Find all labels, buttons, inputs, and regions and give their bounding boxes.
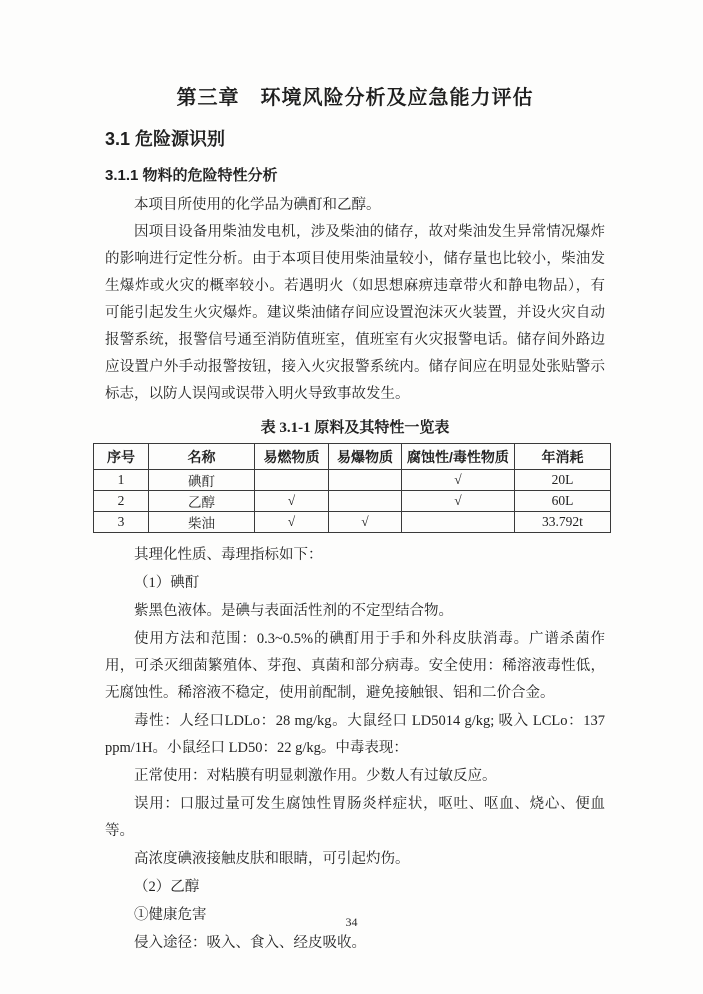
page-number: 34 [345, 915, 358, 929]
cell-index: 3 [94, 512, 149, 533]
column-header-index: 序号 [94, 444, 149, 470]
cell-name: 乙醇 [149, 491, 255, 512]
section-heading: 3.1 危险源识别 [105, 129, 226, 149]
property-paragraphs [105, 542, 605, 957]
cell-corrosive-toxic [402, 512, 515, 533]
paragraph-iodine-usage: 使用方法和范围：0.3~0.5%的碘酊用于手和外科皮肤消毒。广谱杀菌作用，可杀灭细菌繁殖体、芽孢、真菌和部分病毒。安全使用：稀溶液毒性低，无腐蚀性。稀溶液不稳定，使用前配制，避免接触银、铝和二价合金。 [105, 631, 605, 701]
cell-flammable: √ [255, 491, 329, 512]
table-row-diesel [94, 512, 611, 533]
paragraph-iodine-description: 紫黑色液体。是碘与表面活性剂的不定型结合物。 [134, 603, 453, 619]
cell-explosive [329, 491, 402, 512]
cell-index: 2 [94, 491, 149, 512]
intro-paragraphs [105, 192, 605, 408]
cell-flammable [255, 470, 329, 491]
table-header-row [94, 444, 611, 470]
paragraph-item-1-iodine: （1）碘酊 [134, 575, 200, 591]
column-header-name: 名称 [149, 444, 255, 470]
paragraph-intrusion-routes: 侵入途径：吸入、食入、经皮吸收。 [134, 935, 366, 951]
subsection-heading: 3.1.1 物料的危险特性分析 [105, 167, 278, 184]
cell-explosive: √ [329, 512, 402, 533]
column-header-corrosive-toxic: 腐蚀性/毒性物质 [402, 444, 515, 470]
paragraph-iodine-toxicity: 毒性：人经口LDLo：28 mg/kg。大鼠经口 LD5014 g/kg; 吸入 LCLo：137 ppm/1H。小鼠经口 LD50：22 g/kg。中毒表现： [105, 713, 605, 756]
paragraph-diesel-risk: 因项目设备用柴油发电机，涉及柴油的储存，故对柴油发生异常情况爆炸的影响进行定性分析。由于本项目使用柴油量较小，储存量也比较小，柴油发生爆炸或火灾的概率较小。若遇明火（如思想麻痹违章带火和静电物品），有可能引起发生火灾爆炸。建议柴油储存间应设置泡沫灭火装置，并设火灾自动报警系统，报警信号通至消防值班室，值班室有火灾报警电话。储存间外路边应设置户外手动报警按钮，接入火灾报警系统内。储存间应在明显处张贴警示标志，以防人误闯或误带入明火导致事故发生。 [105, 224, 605, 402]
cell-corrosive-toxic: √ [402, 470, 515, 491]
cell-name: 柴油 [149, 512, 255, 533]
cell-name: 碘酊 [149, 470, 255, 491]
table-row-ethanol [94, 491, 611, 512]
table-row-iodine [94, 470, 611, 491]
column-header-flammable: 易燃物质 [255, 444, 329, 470]
column-header-explosive: 易爆物质 [329, 444, 402, 470]
cell-flammable: √ [255, 512, 329, 533]
materials-table [93, 443, 611, 533]
paragraph-health-hazard: ①健康危害 [134, 907, 207, 923]
cell-explosive [329, 470, 402, 491]
cell-annual-consumption: 60L [515, 491, 611, 512]
paragraph-item-2-ethanol: （2）乙醇 [134, 879, 200, 895]
cell-annual-consumption: 33.792t [515, 512, 611, 533]
cell-index: 1 [94, 470, 149, 491]
column-header-annual-consumption: 年消耗 [515, 444, 611, 470]
paragraph-properties-intro: 其理化性质、毒理指标如下： [134, 547, 323, 563]
paragraph-misuse: 误用：口服过量可发生腐蚀性胃肠炎样症状，呕吐、呕血、烧心、便血等。 [105, 796, 605, 839]
cell-corrosive-toxic: √ [402, 491, 515, 512]
chapter-title: 第三章 环境风险分析及应急能力评估 [176, 87, 534, 109]
paragraph-high-concentration: 高浓度碘液接触皮肤和眼睛，可引起灼伤。 [134, 851, 410, 867]
paragraph-chemicals-used: 本项目所使用的化学品为碘酊和乙醇。 [134, 197, 381, 213]
table-caption: 表 3.1-1 原料及其特性一览表 [260, 420, 450, 436]
cell-annual-consumption: 20L [515, 470, 611, 491]
paragraph-normal-use: 正常使用：对粘膜有明显刺激作用。少数人有过敏反应。 [134, 768, 497, 784]
